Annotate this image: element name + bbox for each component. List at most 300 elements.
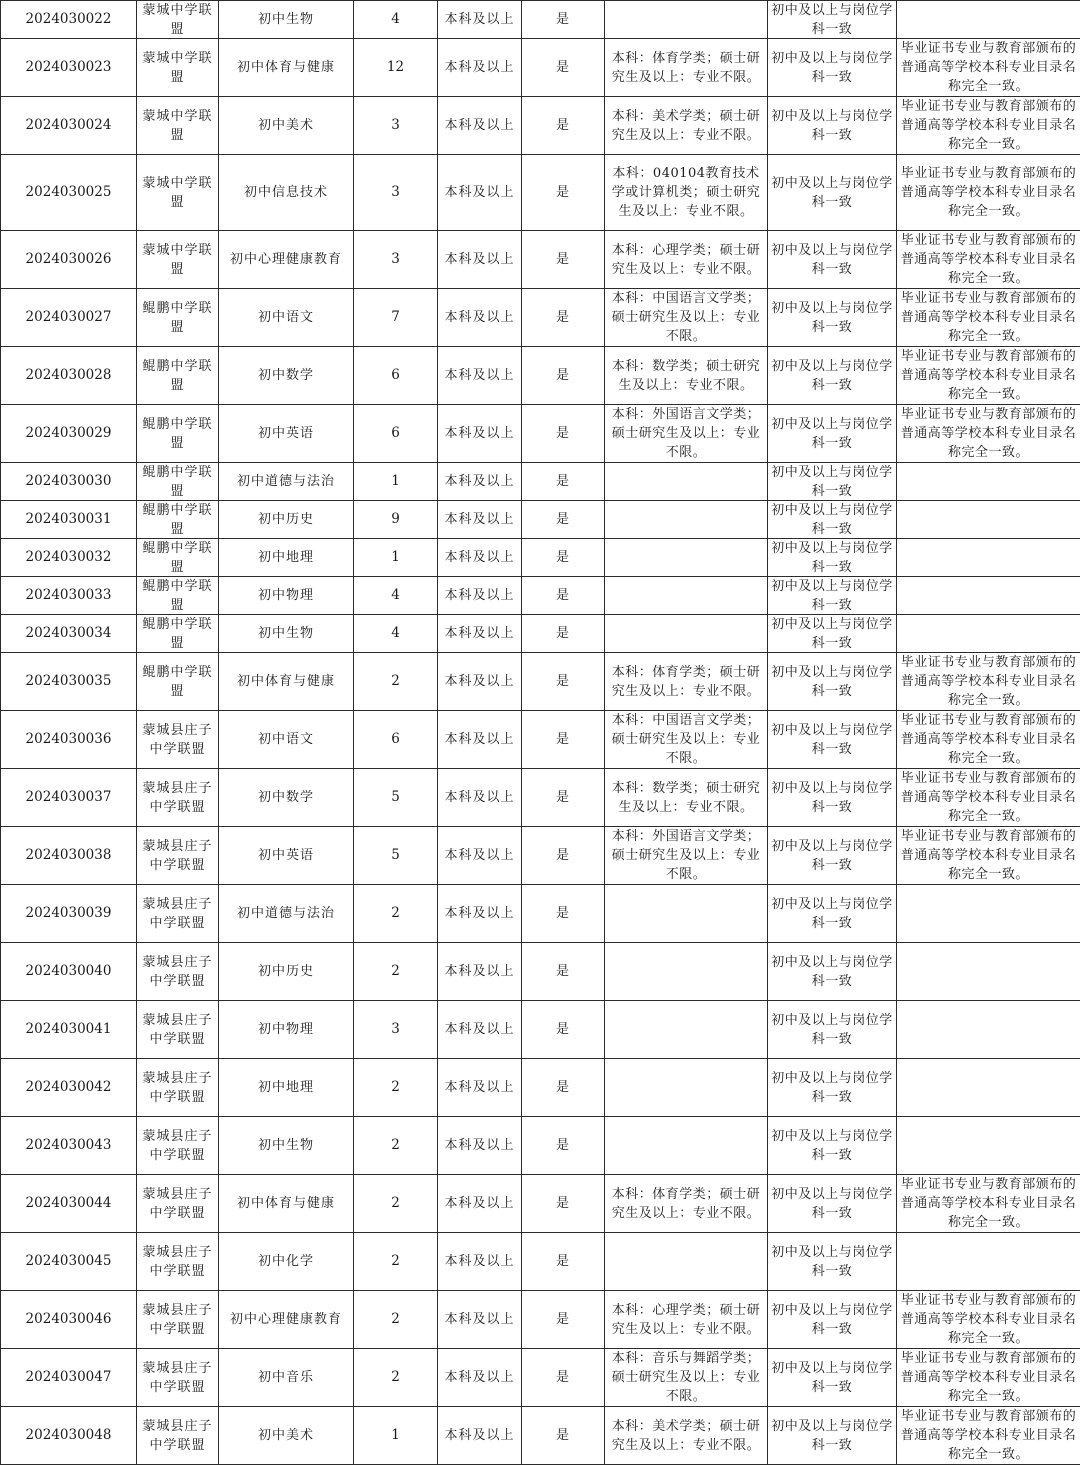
cell-note bbox=[897, 289, 1080, 347]
cell-note bbox=[897, 769, 1080, 827]
cell-education bbox=[438, 1349, 522, 1407]
cell-degree bbox=[522, 711, 605, 769]
table-row bbox=[1, 39, 1080, 97]
cell-subject bbox=[219, 769, 354, 827]
cell-subject-text: 初中体育与健康 bbox=[222, 1194, 350, 1213]
cell-employer-text: 鲲鹏中学联盟 bbox=[140, 539, 215, 576]
cell-hiring-count bbox=[354, 97, 438, 155]
cell-certificate bbox=[768, 1291, 897, 1349]
cell-major-requirement-text: 本科：心理学类；硕士研究生及以上：专业不限。 bbox=[608, 241, 764, 279]
cell-certificate bbox=[768, 1349, 897, 1407]
table-row bbox=[1, 711, 1080, 769]
cell-position-code-text: 2024030031 bbox=[4, 510, 133, 529]
cell-note-text: 毕业证书专业与教育部颁布的普通高等学校本科专业目录名称完全一致。 bbox=[900, 1407, 1077, 1464]
cell-certificate-text: 初中及以上与岗位学科一致 bbox=[771, 241, 893, 279]
cell-subject-text: 初中生物 bbox=[222, 1136, 350, 1155]
cell-certificate-text: 初中及以上与岗位学科一致 bbox=[771, 174, 893, 212]
cell-employer-text: 蒙城县庄子中学联盟 bbox=[140, 1243, 215, 1281]
cell-employer bbox=[137, 943, 219, 1001]
cell-degree bbox=[522, 1001, 605, 1059]
cell-certificate-text: 初中及以上与岗位学科一致 bbox=[771, 1127, 893, 1165]
cell-degree bbox=[522, 827, 605, 885]
cell-employer bbox=[137, 1233, 219, 1291]
cell-certificate bbox=[768, 1059, 897, 1117]
cell-major-requirement-text: 本科：外国语言文学类；硕士研究生及以上：专业不限。 bbox=[608, 827, 764, 884]
table-row bbox=[1, 405, 1080, 463]
cell-major-requirement-text: 本科：中国语言文学类；硕士研究生及以上：专业不限。 bbox=[608, 289, 764, 346]
cell-note bbox=[897, 501, 1080, 539]
cell-major-requirement bbox=[605, 615, 768, 653]
cell-hiring-count-text: 6 bbox=[357, 424, 434, 443]
cell-hiring-count-text: 2 bbox=[357, 1194, 434, 1213]
cell-hiring-count bbox=[354, 231, 438, 289]
cell-employer bbox=[137, 289, 219, 347]
cell-major-requirement bbox=[605, 1059, 768, 1117]
cell-employer-text: 蒙城县庄子中学联盟 bbox=[140, 1417, 215, 1455]
cell-note-text: 毕业证书专业与教育部颁布的普通高等学校本科专业目录名称完全一致。 bbox=[900, 1175, 1077, 1232]
cell-degree-text: 是 bbox=[525, 1426, 601, 1445]
cell-hiring-count-text: 1 bbox=[357, 1426, 434, 1445]
cell-position-code bbox=[1, 577, 137, 615]
cell-education-text: 本科及以上 bbox=[441, 510, 518, 529]
cell-major-requirement bbox=[605, 1001, 768, 1059]
cell-employer bbox=[137, 885, 219, 943]
cell-subject-text: 初中音乐 bbox=[222, 1368, 350, 1387]
cell-degree-text: 是 bbox=[525, 586, 601, 605]
cell-note bbox=[897, 711, 1080, 769]
cell-education-text: 本科及以上 bbox=[441, 10, 518, 29]
cell-education bbox=[438, 501, 522, 539]
cell-position-code bbox=[1, 1117, 137, 1175]
cell-note bbox=[897, 97, 1080, 155]
cell-employer bbox=[137, 501, 219, 539]
cell-certificate-text: 初中及以上与岗位学科一致 bbox=[771, 663, 893, 701]
cell-note-text: 毕业证书专业与教育部颁布的普通高等学校本科专业目录名称完全一致。 bbox=[900, 1349, 1077, 1406]
table-row bbox=[1, 943, 1080, 1001]
cell-position-code bbox=[1, 501, 137, 539]
cell-degree-text: 是 bbox=[525, 510, 601, 529]
cell-position-code bbox=[1, 97, 137, 155]
cell-hiring-count bbox=[354, 405, 438, 463]
cell-employer bbox=[137, 1175, 219, 1233]
cell-education bbox=[438, 463, 522, 501]
cell-position-code bbox=[1, 1349, 137, 1407]
cell-hiring-count-text: 3 bbox=[357, 250, 434, 269]
cell-position-code-text: 2024030042 bbox=[4, 1078, 133, 1097]
cell-education bbox=[438, 347, 522, 405]
cell-position-code bbox=[1, 347, 137, 405]
cell-position-code bbox=[1, 463, 137, 501]
cell-education-text: 本科及以上 bbox=[441, 904, 518, 923]
cell-employer bbox=[137, 1117, 219, 1175]
cell-degree-text: 是 bbox=[525, 116, 601, 135]
cell-subject bbox=[219, 1233, 354, 1291]
cell-degree bbox=[522, 1117, 605, 1175]
cell-note bbox=[897, 653, 1080, 711]
cell-hiring-count bbox=[354, 1349, 438, 1407]
cell-subject bbox=[219, 1175, 354, 1233]
cell-hiring-count-text: 12 bbox=[357, 58, 434, 77]
cell-subject bbox=[219, 539, 354, 577]
cell-education-text: 本科及以上 bbox=[441, 1252, 518, 1271]
cell-degree-text: 是 bbox=[525, 183, 601, 202]
cell-hiring-count-text: 2 bbox=[357, 904, 434, 923]
cell-certificate-text: 初中及以上与岗位学科一致 bbox=[771, 357, 893, 395]
cell-degree-text: 是 bbox=[525, 730, 601, 749]
table-row bbox=[1, 1233, 1080, 1291]
cell-employer bbox=[137, 769, 219, 827]
cell-position-code bbox=[1, 615, 137, 653]
cell-position-code bbox=[1, 1233, 137, 1291]
cell-employer bbox=[137, 97, 219, 155]
table-row bbox=[1, 501, 1080, 539]
cell-degree-text: 是 bbox=[525, 10, 601, 29]
cell-employer-text: 鲲鹏中学联盟 bbox=[140, 463, 215, 500]
cell-certificate bbox=[768, 347, 897, 405]
cell-position-code bbox=[1, 943, 137, 1001]
cell-position-code-text: 2024030025 bbox=[4, 183, 133, 202]
cell-employer bbox=[137, 1059, 219, 1117]
cell-hiring-count-text: 2 bbox=[357, 1310, 434, 1329]
cell-employer bbox=[137, 405, 219, 463]
cell-major-requirement bbox=[605, 539, 768, 577]
cell-employer bbox=[137, 615, 219, 653]
cell-certificate-text: 初中及以上与岗位学科一致 bbox=[771, 107, 893, 145]
cell-employer bbox=[137, 539, 219, 577]
cell-subject-text: 初中语文 bbox=[222, 308, 350, 327]
cell-hiring-count-text: 2 bbox=[357, 1368, 434, 1387]
cell-employer bbox=[137, 1001, 219, 1059]
table-row bbox=[1, 1, 1080, 39]
cell-position-code bbox=[1, 231, 137, 289]
cell-education bbox=[438, 1, 522, 39]
cell-degree-text: 是 bbox=[525, 1136, 601, 1155]
cell-position-code-text: 2024030029 bbox=[4, 424, 133, 443]
cell-note-text: 毕业证书专业与教育部颁布的普通高等学校本科专业目录名称完全一致。 bbox=[900, 653, 1077, 710]
cell-note bbox=[897, 1349, 1080, 1407]
cell-degree-text: 是 bbox=[525, 1194, 601, 1213]
cell-major-requirement bbox=[605, 1, 768, 39]
cell-hiring-count bbox=[354, 885, 438, 943]
cell-certificate bbox=[768, 1175, 897, 1233]
cell-subject bbox=[219, 653, 354, 711]
cell-degree-text: 是 bbox=[525, 1368, 601, 1387]
cell-hiring-count-text: 4 bbox=[357, 624, 434, 643]
cell-employer bbox=[137, 347, 219, 405]
cell-education bbox=[438, 231, 522, 289]
cell-hiring-count bbox=[354, 827, 438, 885]
cell-note bbox=[897, 39, 1080, 97]
cell-degree-text: 是 bbox=[525, 672, 601, 691]
cell-certificate-text: 初中及以上与岗位学科一致 bbox=[771, 463, 893, 500]
cell-degree-text: 是 bbox=[525, 962, 601, 981]
cell-certificate-text: 初中及以上与岗位学科一致 bbox=[771, 615, 893, 652]
cell-note bbox=[897, 231, 1080, 289]
cell-position-code-text: 2024030023 bbox=[4, 58, 133, 77]
cell-employer bbox=[137, 653, 219, 711]
table-row bbox=[1, 827, 1080, 885]
cell-certificate bbox=[768, 155, 897, 231]
cell-subject bbox=[219, 1059, 354, 1117]
cell-certificate bbox=[768, 1407, 897, 1465]
table-row bbox=[1, 885, 1080, 943]
cell-subject-text: 初中美术 bbox=[222, 116, 350, 135]
cell-certificate-text: 初中及以上与岗位学科一致 bbox=[771, 779, 893, 817]
cell-hiring-count-text: 6 bbox=[357, 730, 434, 749]
cell-note bbox=[897, 155, 1080, 231]
cell-education-text: 本科及以上 bbox=[441, 1426, 518, 1445]
cell-position-code bbox=[1, 711, 137, 769]
cell-note bbox=[897, 1407, 1080, 1465]
cell-education bbox=[438, 1117, 522, 1175]
cell-note-text: 毕业证书专业与教育部颁布的普通高等学校本科专业目录名称完全一致。 bbox=[900, 769, 1077, 826]
cell-education-text: 本科及以上 bbox=[441, 586, 518, 605]
cell-employer-text: 蒙城县庄子中学联盟 bbox=[140, 1127, 215, 1165]
cell-education-text: 本科及以上 bbox=[441, 1310, 518, 1329]
cell-degree-text: 是 bbox=[525, 308, 601, 327]
cell-education bbox=[438, 1291, 522, 1349]
cell-position-code bbox=[1, 405, 137, 463]
cell-major-requirement bbox=[605, 463, 768, 501]
cell-position-code bbox=[1, 289, 137, 347]
cell-degree-text: 是 bbox=[525, 250, 601, 269]
cell-certificate-text: 初中及以上与岗位学科一致 bbox=[771, 1301, 893, 1339]
cell-major-requirement bbox=[605, 39, 768, 97]
cell-hiring-count bbox=[354, 615, 438, 653]
cell-employer-text: 蒙城县庄子中学联盟 bbox=[140, 1069, 215, 1107]
cell-position-code bbox=[1, 539, 137, 577]
cell-major-requirement bbox=[605, 827, 768, 885]
cell-hiring-count bbox=[354, 1001, 438, 1059]
cell-certificate bbox=[768, 1, 897, 39]
cell-note bbox=[897, 1233, 1080, 1291]
cell-note-text: 毕业证书专业与教育部颁布的普通高等学校本科专业目录名称完全一致。 bbox=[900, 827, 1077, 884]
cell-education-text: 本科及以上 bbox=[441, 250, 518, 269]
cell-subject bbox=[219, 97, 354, 155]
table-row bbox=[1, 1349, 1080, 1407]
cell-note bbox=[897, 1117, 1080, 1175]
cell-position-code-text: 2024030030 bbox=[4, 472, 133, 491]
cell-certificate bbox=[768, 39, 897, 97]
cell-hiring-count-text: 3 bbox=[357, 116, 434, 135]
cell-degree bbox=[522, 1407, 605, 1465]
cell-degree bbox=[522, 1059, 605, 1117]
cell-education bbox=[438, 1001, 522, 1059]
cell-degree bbox=[522, 231, 605, 289]
cell-employer bbox=[137, 39, 219, 97]
cell-education-text: 本科及以上 bbox=[441, 1020, 518, 1039]
cell-note bbox=[897, 615, 1080, 653]
cell-employer-text: 鲲鹏中学联盟 bbox=[140, 357, 215, 395]
cell-subject-text: 初中美术 bbox=[222, 1426, 350, 1445]
cell-certificate-text: 初中及以上与岗位学科一致 bbox=[771, 1, 893, 38]
cell-subject bbox=[219, 943, 354, 1001]
cell-education bbox=[438, 885, 522, 943]
cell-certificate-text: 初中及以上与岗位学科一致 bbox=[771, 1011, 893, 1049]
cell-note bbox=[897, 1291, 1080, 1349]
cell-employer-text: 鲲鹏中学联盟 bbox=[140, 501, 215, 538]
cell-major-requirement-text: 本科：中国语言文学类；硕士研究生及以上：专业不限。 bbox=[608, 711, 764, 768]
cell-degree bbox=[522, 769, 605, 827]
cell-note bbox=[897, 577, 1080, 615]
table-row bbox=[1, 1117, 1080, 1175]
cell-hiring-count bbox=[354, 1175, 438, 1233]
cell-hiring-count-text: 2 bbox=[357, 1078, 434, 1097]
cell-note bbox=[897, 539, 1080, 577]
table-row bbox=[1, 97, 1080, 155]
cell-employer bbox=[137, 1349, 219, 1407]
cell-note-text: 毕业证书专业与教育部颁布的普通高等学校本科专业目录名称完全一致。 bbox=[900, 39, 1077, 96]
cell-degree bbox=[522, 1175, 605, 1233]
cell-employer bbox=[137, 1, 219, 39]
cell-certificate bbox=[768, 231, 897, 289]
cell-degree-text: 是 bbox=[525, 472, 601, 491]
cell-degree bbox=[522, 39, 605, 97]
cell-subject-text: 初中化学 bbox=[222, 1252, 350, 1271]
cell-subject bbox=[219, 231, 354, 289]
cell-subject-text: 初中数学 bbox=[222, 788, 350, 807]
cell-major-requirement bbox=[605, 289, 768, 347]
cell-certificate bbox=[768, 769, 897, 827]
cell-major-requirement bbox=[605, 155, 768, 231]
cell-position-code-text: 2024030048 bbox=[4, 1426, 133, 1445]
cell-certificate-text: 初中及以上与岗位学科一致 bbox=[771, 539, 893, 576]
cell-major-requirement-text: 本科：美术学类；硕士研究生及以上：专业不限。 bbox=[608, 1417, 764, 1455]
cell-degree-text: 是 bbox=[525, 1252, 601, 1271]
cell-employer bbox=[137, 827, 219, 885]
cell-position-code-text: 2024030044 bbox=[4, 1194, 133, 1213]
cell-hiring-count-text: 4 bbox=[357, 10, 434, 29]
cell-position-code-text: 2024030022 bbox=[4, 10, 133, 29]
cell-degree-text: 是 bbox=[525, 366, 601, 385]
table-row bbox=[1, 653, 1080, 711]
cell-education-text: 本科及以上 bbox=[441, 116, 518, 135]
cell-degree-text: 是 bbox=[525, 424, 601, 443]
cell-degree bbox=[522, 1233, 605, 1291]
cell-subject-text: 初中数学 bbox=[222, 366, 350, 385]
cell-employer-text: 鲲鹏中学联盟 bbox=[140, 577, 215, 614]
cell-employer-text: 鲲鹏中学联盟 bbox=[140, 663, 215, 701]
table-row bbox=[1, 539, 1080, 577]
cell-degree-text: 是 bbox=[525, 58, 601, 77]
cell-hiring-count-text: 5 bbox=[357, 846, 434, 865]
cell-hiring-count-text: 2 bbox=[357, 962, 434, 981]
cell-employer-text: 蒙城县庄子中学联盟 bbox=[140, 953, 215, 991]
cell-employer-text: 蒙城县庄子中学联盟 bbox=[140, 1359, 215, 1397]
cell-note-text: 毕业证书专业与教育部颁布的普通高等学校本科专业目录名称完全一致。 bbox=[900, 289, 1077, 346]
cell-major-requirement-text: 本科：040104教育技术学或计算机类；硕士研究生及以上：专业不限。 bbox=[608, 164, 764, 221]
cell-degree-text: 是 bbox=[525, 788, 601, 807]
cell-position-code bbox=[1, 769, 137, 827]
cell-subject bbox=[219, 463, 354, 501]
cell-major-requirement-text: 本科：外国语言文学类；硕士研究生及以上：专业不限。 bbox=[608, 405, 764, 462]
cell-subject-text: 初中地理 bbox=[222, 1078, 350, 1097]
cell-hiring-count-text: 2 bbox=[357, 1252, 434, 1271]
table-row bbox=[1, 289, 1080, 347]
cell-note bbox=[897, 1175, 1080, 1233]
cell-employer-text: 蒙城县庄子中学联盟 bbox=[140, 779, 215, 817]
cell-subject-text: 初中物理 bbox=[222, 586, 350, 605]
cell-certificate bbox=[768, 653, 897, 711]
cell-position-code-text: 2024030032 bbox=[4, 548, 133, 567]
cell-certificate-text: 初中及以上与岗位学科一致 bbox=[771, 837, 893, 875]
cell-education bbox=[438, 97, 522, 155]
cell-subject-text: 初中体育与健康 bbox=[222, 672, 350, 691]
cell-employer-text: 蒙城中学联盟 bbox=[140, 241, 215, 279]
cell-position-code-text: 2024030043 bbox=[4, 1136, 133, 1155]
cell-degree bbox=[522, 653, 605, 711]
cell-education bbox=[438, 539, 522, 577]
cell-note bbox=[897, 463, 1080, 501]
cell-education bbox=[438, 711, 522, 769]
cell-education-text: 本科及以上 bbox=[441, 472, 518, 491]
cell-degree-text: 是 bbox=[525, 624, 601, 643]
cell-education bbox=[438, 405, 522, 463]
cell-degree bbox=[522, 577, 605, 615]
cell-education-text: 本科及以上 bbox=[441, 548, 518, 567]
cell-employer bbox=[137, 577, 219, 615]
cell-subject bbox=[219, 1349, 354, 1407]
cell-degree bbox=[522, 1349, 605, 1407]
cell-certificate-text: 初中及以上与岗位学科一致 bbox=[771, 49, 893, 87]
cell-employer-text: 蒙城中学联盟 bbox=[140, 174, 215, 212]
cell-major-requirement-text: 本科：体育学类；硕士研究生及以上：专业不限。 bbox=[608, 663, 764, 701]
cell-certificate bbox=[768, 405, 897, 463]
cell-subject bbox=[219, 39, 354, 97]
cell-position-code-text: 2024030047 bbox=[4, 1368, 133, 1387]
cell-degree-text: 是 bbox=[525, 548, 601, 567]
cell-subject bbox=[219, 155, 354, 231]
cell-degree bbox=[522, 155, 605, 231]
cell-position-code bbox=[1, 39, 137, 97]
table-row bbox=[1, 463, 1080, 501]
cell-education-text: 本科及以上 bbox=[441, 962, 518, 981]
cell-employer bbox=[137, 155, 219, 231]
cell-certificate bbox=[768, 539, 897, 577]
table-row bbox=[1, 1407, 1080, 1465]
cell-education bbox=[438, 1175, 522, 1233]
cell-hiring-count bbox=[354, 289, 438, 347]
cell-education bbox=[438, 39, 522, 97]
cell-subject-text: 初中历史 bbox=[222, 510, 350, 529]
cell-note bbox=[897, 1059, 1080, 1117]
cell-education-text: 本科及以上 bbox=[441, 788, 518, 807]
cell-position-code-text: 2024030046 bbox=[4, 1310, 133, 1329]
cell-certificate bbox=[768, 1233, 897, 1291]
cell-education-text: 本科及以上 bbox=[441, 58, 518, 77]
cell-note bbox=[897, 827, 1080, 885]
cell-major-requirement bbox=[605, 885, 768, 943]
cell-employer-text: 蒙城县庄子中学联盟 bbox=[140, 837, 215, 875]
cell-education bbox=[438, 653, 522, 711]
cell-hiring-count bbox=[354, 155, 438, 231]
cell-major-requirement bbox=[605, 1349, 768, 1407]
table-body bbox=[1, 1, 1080, 1465]
cell-education bbox=[438, 827, 522, 885]
cell-note-text: 毕业证书专业与教育部颁布的普通高等学校本科专业目录名称完全一致。 bbox=[900, 711, 1077, 768]
cell-subject bbox=[219, 615, 354, 653]
cell-subject-text: 初中体育与健康 bbox=[222, 58, 350, 77]
cell-subject-text: 初中信息技术 bbox=[222, 183, 350, 202]
cell-degree bbox=[522, 1, 605, 39]
cell-hiring-count-text: 1 bbox=[357, 472, 434, 491]
cell-major-requirement bbox=[605, 1117, 768, 1175]
cell-subject-text: 初中心理健康教育 bbox=[222, 1310, 350, 1329]
cell-employer-text: 蒙城县庄子中学联盟 bbox=[140, 1301, 215, 1339]
cell-degree-text: 是 bbox=[525, 904, 601, 923]
table-row bbox=[1, 769, 1080, 827]
cell-education bbox=[438, 615, 522, 653]
